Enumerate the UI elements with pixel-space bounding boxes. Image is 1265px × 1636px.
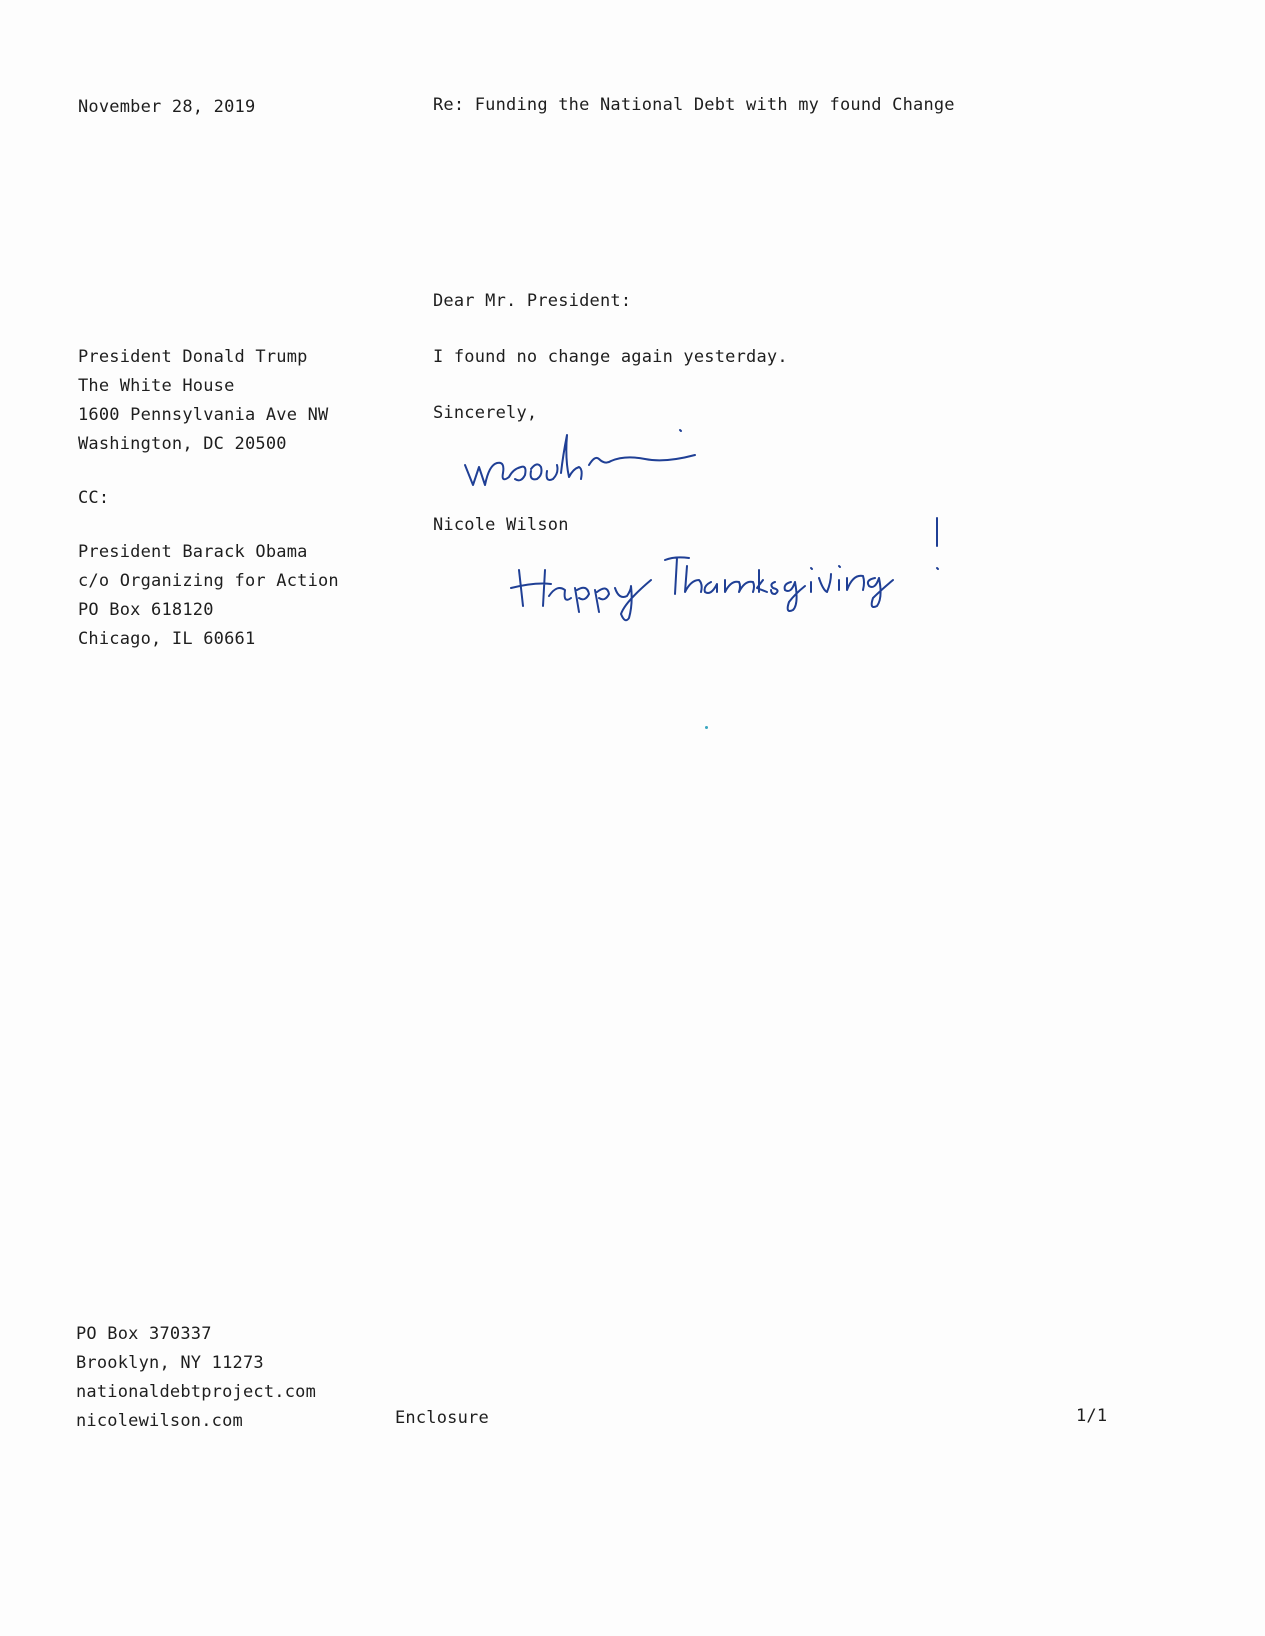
letter-subject: Re: Funding the National Debt with my found Change: [433, 95, 955, 115]
footer-address: [76, 1320, 316, 1436]
letter-date: November 28, 2019: [78, 97, 256, 117]
cc-address: [78, 538, 339, 654]
cc-line: c/o Organizing for Action: [78, 571, 339, 591]
footer-line: nationaldebtproject.com: [76, 1382, 317, 1402]
recipient-line: President Donald Trump: [78, 347, 308, 367]
cc-line: PO Box 618120: [78, 600, 214, 620]
message-body: I found no change again yesterday.: [433, 347, 788, 367]
recipient-address: [78, 343, 328, 459]
footer-line: PO Box 370337: [76, 1324, 212, 1344]
cc-line: Chicago, IL 60661: [78, 629, 256, 649]
page-number: 1/1: [1076, 1406, 1108, 1426]
cc-line: President Barack Obama: [78, 542, 308, 562]
enclosure-label: Enclosure: [395, 1408, 489, 1428]
recipient-line: 1600 Pennsylvania Ave NW: [78, 405, 329, 425]
cc-label: CC:: [78, 488, 110, 508]
footer-line: nicolewilson.com: [76, 1411, 243, 1431]
closing: Sincerely,: [433, 403, 538, 423]
signer-name: Nicole Wilson: [433, 515, 569, 535]
recipient-line: Washington, DC 20500: [78, 434, 287, 454]
handwritten-signature: [455, 425, 715, 495]
footer-line: Brooklyn, NY 11273: [76, 1353, 264, 1373]
handwritten-note: [505, 510, 955, 620]
ink-speck: [705, 726, 708, 729]
salutation: Dear Mr. President:: [433, 291, 632, 311]
recipient-line: The White House: [78, 376, 235, 396]
